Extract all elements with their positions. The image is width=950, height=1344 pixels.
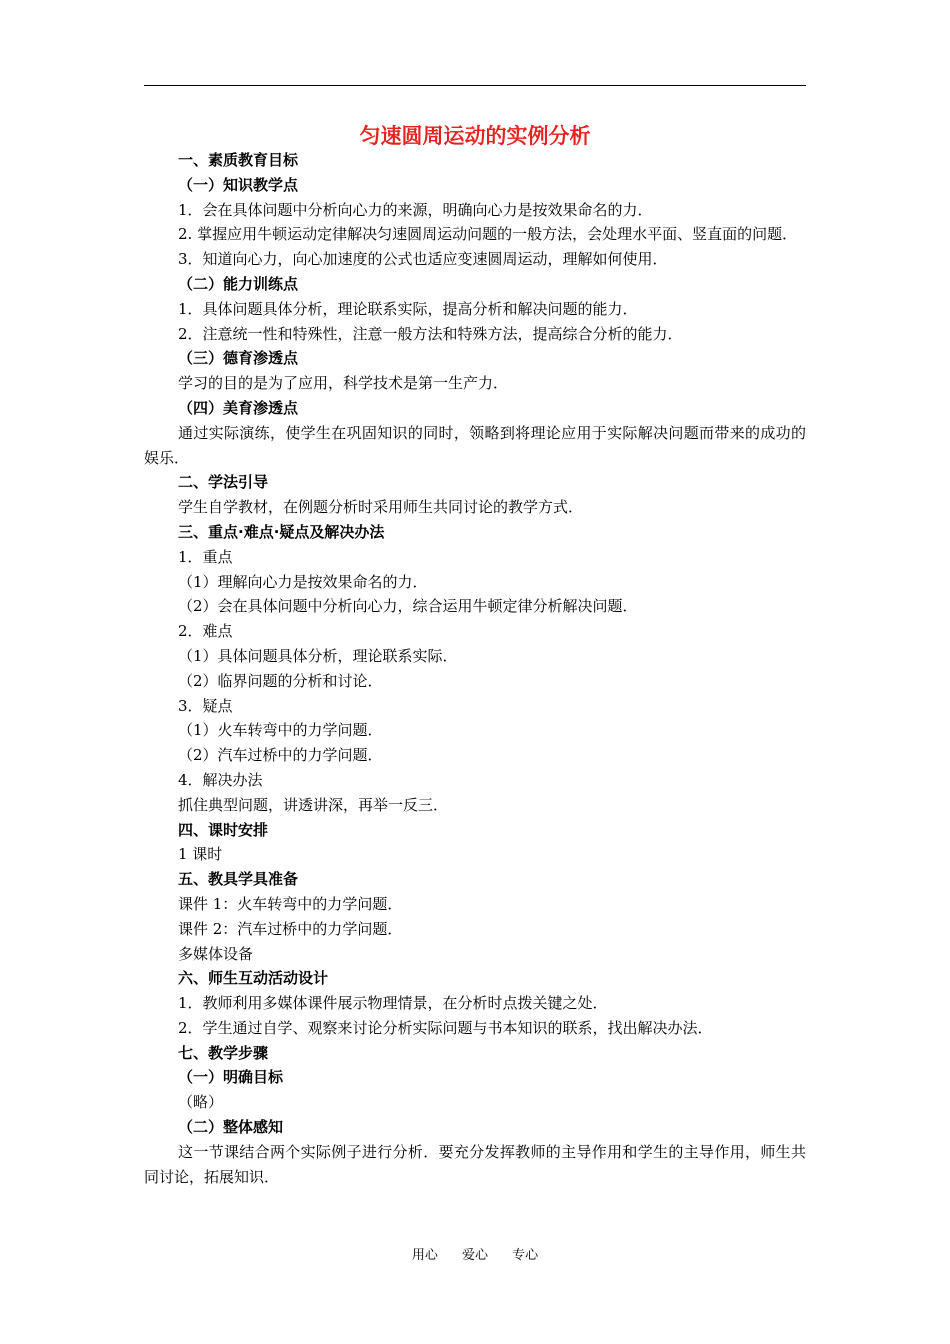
paragraph: （二）能力训练点 (178, 274, 299, 293)
paragraph: 2．学生通过自学、观察来讨论分析实际问题与书本知识的联系，找出解决办法． (178, 1018, 713, 1037)
paragraph: 四、课时安排 (178, 820, 269, 839)
paragraph: （一）明确目标 (178, 1068, 284, 1087)
paragraph: 通过实际演练，使学生在巩固知识的同时，领略到将理论应用于实际解决问题而带来的成功的娱乐． (144, 423, 806, 467)
paragraph: 学习的目的是为了应用，科学技术是第一生产力． (178, 374, 509, 393)
paragraph: （1）具体问题具体分析，理论联系实际． (178, 646, 458, 665)
footer-text: 专心 (512, 1248, 539, 1263)
paragraph: 课件 1：火车转弯中的力学问题． (178, 894, 403, 913)
paragraph: 抓住典型问题，讲透讲深，再举一反三． (178, 795, 449, 814)
paragraph: （二）整体感知 (178, 1118, 284, 1137)
paragraph: 1 课时 (178, 845, 223, 864)
paragraph: 4．解决办法 (178, 770, 263, 789)
paragraph: 2. 掌握应用牛顿运动定律解决匀速圆周运动问题的一般方法，会处理水平面、竖直面的问题． (178, 225, 798, 244)
document-title: 匀速圆周运动的实例分析 (359, 123, 591, 148)
header-rule (144, 85, 806, 86)
document-body (144, 148, 806, 1189)
paragraph: （2）汽车过桥中的力学问题． (178, 746, 383, 765)
paragraph: 学生自学教材，在例题分析时采用师生共同讨论的教学方式． (178, 498, 584, 517)
paragraph: 一、素质教育目标 (178, 151, 299, 169)
paragraph: 1．教师利用多媒体课件展示物理情景，在分析时点拨关键之处． (178, 994, 608, 1013)
paragraph: 六、师生互动活动设计 (178, 969, 329, 988)
paragraph: （略） (178, 1093, 224, 1112)
paragraph: （2）临界问题的分析和讨论． (178, 671, 383, 690)
paragraph: 七、教学步骤 (178, 1043, 269, 1062)
paragraph: （一）知识教学点 (178, 175, 299, 194)
footer-text: 爱心 (461, 1248, 488, 1263)
paragraph: 三、重点·难点·疑点及解决办法 (178, 522, 385, 541)
paragraph: 1．具体问题具体分析，理论联系实际，提高分析和解决问题的能力． (178, 299, 638, 318)
paragraph: 五、教具学具准备 (178, 870, 299, 889)
footer-text: 用心 (411, 1248, 438, 1263)
paragraph: 课件 2：汽车过桥中的力学问题． (178, 919, 403, 938)
paragraph: 2．注意统一性和特殊性，注意一般方法和特殊方法，提高综合分析的能力． (178, 324, 683, 343)
paragraph: （1）理解向心力是按效果命名的力． (178, 572, 428, 591)
paragraph: 1．会在具体问题中分析向心力的来源，明确向心力是按效果命名的力． (178, 200, 653, 219)
paragraph: （1）火车转弯中的力学问题． (178, 721, 383, 740)
paragraph: （四）美育渗透点 (178, 398, 299, 417)
paragraph: 3．疑点 (178, 696, 233, 715)
paragraph: 二、学法引导 (178, 473, 269, 492)
paragraph: 2．难点 (178, 622, 233, 641)
paragraph: 1．重点 (178, 547, 233, 566)
paragraph: 多媒体设备 (178, 944, 254, 963)
page-footer (0, 1246, 950, 1266)
paragraph: （三）德育渗透点 (178, 349, 299, 368)
paragraph: 这一节课结合两个实际例子进行分析．要充分发挥教师的主导作用和学生的主导作用，师生共同讨论，拓展知识． (144, 1142, 806, 1186)
paragraph: 3．知道向心力，向心加速度的公式也适应变速圆周运动，理解如何使用． (178, 250, 668, 269)
paragraph: （2）会在具体问题中分析向心力，综合运用牛顿定律分析解决问题． (178, 597, 638, 616)
